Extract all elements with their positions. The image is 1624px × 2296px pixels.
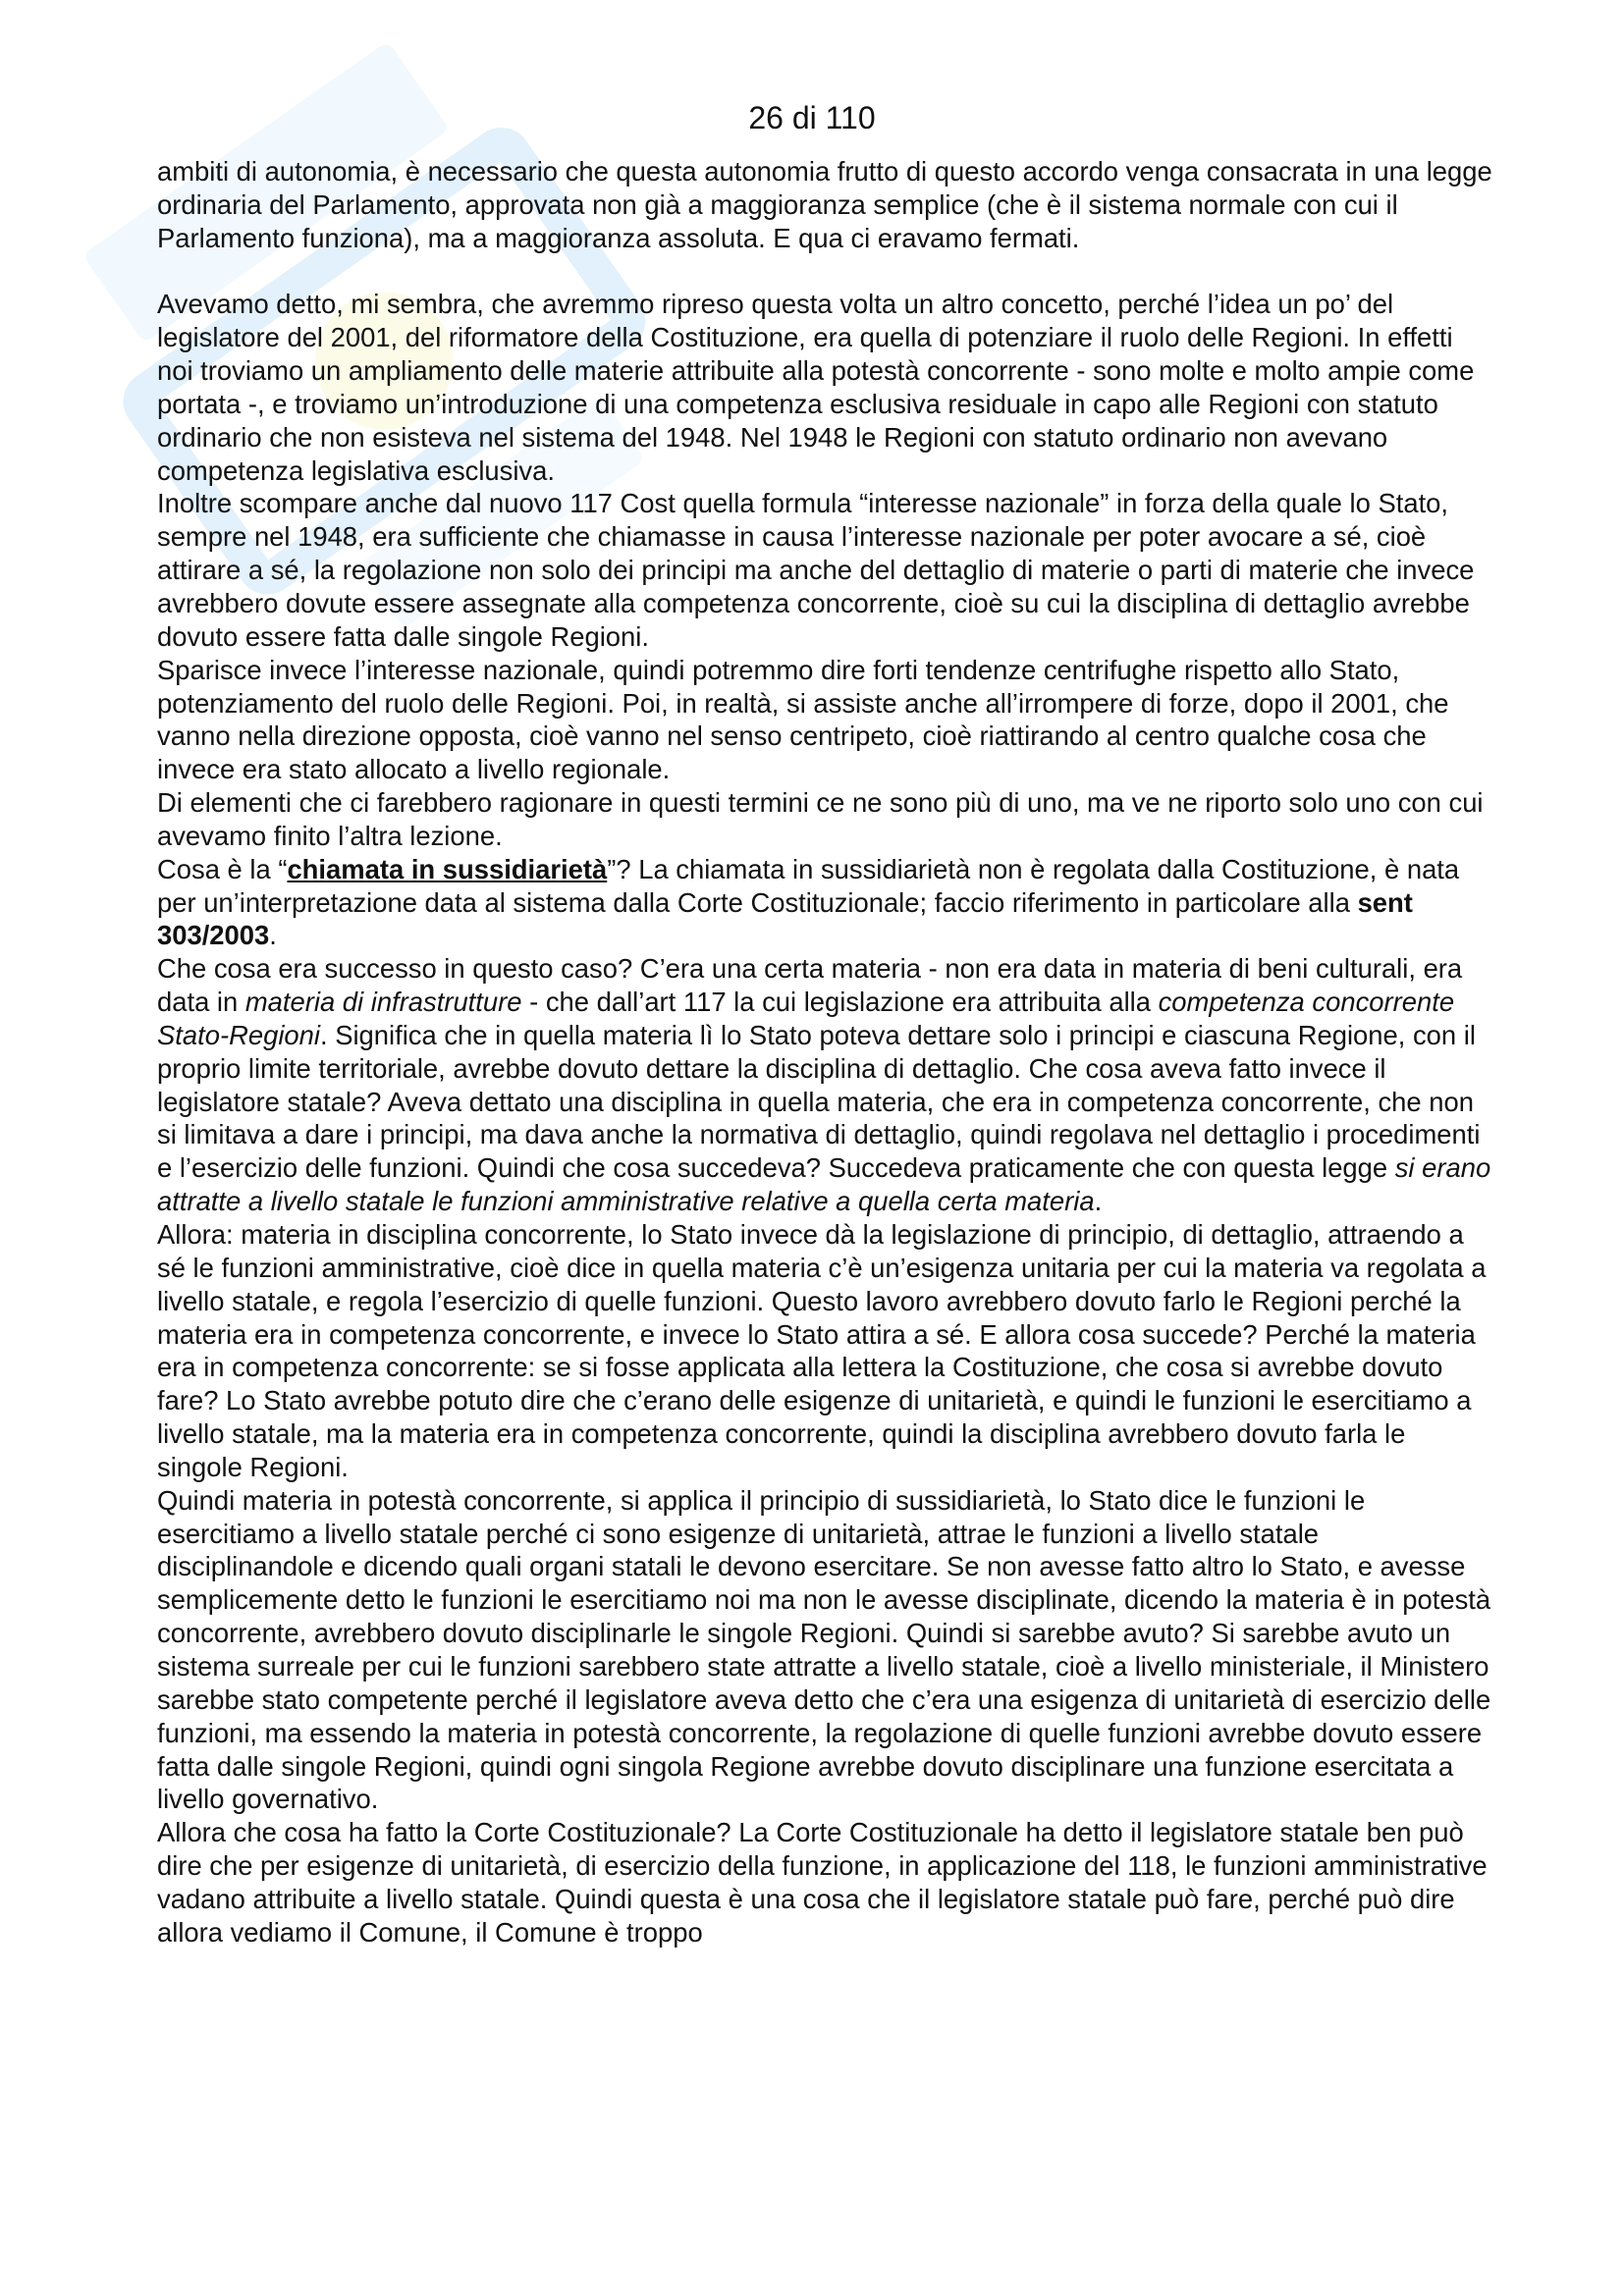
document-body [157,155,1492,1949]
paragraph-text: Di elementi che ci farebbero ragionare in questi termini ce ne sono più di uno, ma ve ne riporto solo uno con cui avevamo finito l’altra lezione. [157,787,1484,851]
paragraph [157,288,1492,487]
sentence-reference: sent 303/2003 [157,886,1413,951]
italic-phrase: si erano attratte a livello statale le funzioni amministrative relative a quella certa materia [157,1152,1491,1217]
paragraph-text: - che dall’art 117 la cui legislazione era attribuita alla [521,987,1159,1018]
paragraph-text: ambiti di autonomia, è necessario che questa autonomia frutto di questo accordo venga consacrata in una legge ordinaria del Parlamento, approvata non già a maggioranza semplice (che è il sistema normale con cui il Parlamento funziona), ma a maggioranza assoluta. E qua ci eravamo fermati. [157,156,1492,253]
paragraph [157,853,1492,953]
italic-phrase: competenza concorrente Stato-Regioni [157,987,1455,1050]
paragraph [157,654,1492,786]
paragraph-text: Sparisce invece l’interesse nazionale, quindi potremmo dire forti tendenze centrifughe rispetto allo Stato, potenziamento del ruolo delle Regioni. Poi, in realtà, si assiste anche all’irrompere di forze, dopo il 2001, che vanno nella direzione opposta, cioè vanno nel senso centripeto, cioè riattirando al centro qualche cosa che invece era stato allocato a livello regionale. [157,654,1449,785]
paragraph-text: Allora che cosa ha fatto la Corte Costituzionale? La Corte Costituzionale ha detto il legislatore statale ben può dire che per esigenze di unitarietà, di esercizio della funzione, in applicazione del 118, le funzioni amministrative vadano attribuite a livello statale. Quindi questa è una cosa che il legislatore statale può fare, perché può dire allora vediamo il Comune, il Comune è troppo [157,1817,1488,1948]
paragraph [157,952,1492,1218]
paragraph-text: Cosa è la “ [157,853,288,884]
paragraph-text: Quindi materia in potestà concorrente, si applica il principio di sussidiarietà, lo Stato dice le funzioni le esercitiamo a livello statale perché ci sono esigenze di unitarietà, attrae le funzioni a livello statale disciplinandole e dicendo quali organi statali le devono esercitare. Se non avesse fatto altro lo Stato, e avesse semplicemente detto le funzioni le esercitiamo noi ma non le avesse disciplinate, dicendo la materia è in potestà concorrente, avrebbero dovuto disciplinarle le singole Regioni. Quindi si sarebbe avuto? Si sarebbe avuto un sistema surreale per cui le funzioni sarebbero state attratte a livello statale, cioè a livello ministeriale, il Ministero sarebbe stato competente perché il legislatore aveva detto che c’era una esigenza di unitarietà di esercizio delle funzioni, ma essendo la materia in potestà concorrente, la regolazione di quelle funzioni avrebbe dovuto essere fatta dalle singole Regioni, quindi ogni singola Regione avrebbe dovuto disciplinare una funzione esercitata a livello governativo. [157,1484,1491,1815]
page-number: 26 di 110 [748,100,876,135]
paragraph-text: ”? La chiamata in sussidiarietà non è regolata dalla Costituzione, è nata per un’interpretazione data al sistema dalla Corte Costituzionale; faccio riferimento in particolare alla [157,853,1460,918]
paragraph-spacer [157,255,1492,289]
paragraph [157,1484,1492,1816]
term-chiamata-in-sussidiarieta: chiamata in sussidiarietà [287,853,608,884]
paragraph-text: . Significa che in quella materia lì lo Stato poteva dettare solo i principi e ciascuna Regione, con il proprio limite territoriale, avrebbe dovuto dettare la disciplina di dettaglio. Che cosa aveva fatto invece il legislatore statale? Aveva dettato una disciplina in quella materia, che era in competenza concorrente, che non si limitava a dare i principi, ma dava anche la normativa di dettaglio, quindi regolava nel dettaglio i procedimenti e l’esercizio delle funzioni. Quindi che cosa succedeva? Succedeva praticamente che con questa legge [157,1019,1481,1184]
paragraph-text: Avevamo detto, mi sembra, che avremmo ripreso questa volta un altro concetto, perché l’idea un po’ del legislatore del 2001, del riformatore della Costituzione, era quella di potenziare il ruolo delle Regioni. In effetti noi troviamo un ampliamento delle materie attribuite alla potestà concorrente - sono molte e molto ampie come portata -, e troviamo un’introduzione di una competenza esclusiva residuale in capo alle Regioni con statuto ordinario che non esisteva nel sistema del 1948. Nel 1948 le Regioni con statuto ordinario non avevano competenza legislativa esclusiva. [157,289,1475,486]
paragraph-text: Inoltre scompare anche dal nuovo 117 Cost quella formula “interesse nazionale” in forza della quale lo Stato, sempre nel 1948, era sufficiente che chiamasse in causa l’interesse nazionale per poter avocare a sé, cioè attirare a sé, la regolazione non solo dei principi ma anche del dettaglio di materie o parti di materie che invece avrebbero dovute essere assegnate alla competenza concorrente, cioè su cui la disciplina di dettaglio avrebbe dovuto essere fatta dalle singole Regioni. [157,488,1475,652]
italic-phrase: materia di infrastrutture [244,987,522,1018]
paragraph [157,1218,1492,1484]
paragraph-text: . [269,920,277,951]
paragraph [157,487,1492,653]
paragraph-text: Che cosa era successo in questo caso? C’era una certa materia - non era data in materia di beni culturali, era data in [157,953,1463,1018]
paragraph [157,786,1492,853]
paragraph-text: Allora: materia in disciplina concorrente, lo Stato invece dà la legislazione di principio, di dettaglio, attraendo a sé le funzioni amministrative, cioè dice in quella materia c’è un’esigenza unitaria per cui la materia va regolata a livello statale, e regola l’esercizio di quelle funzioni. Questo lavoro avrebbero dovuto farlo le Regioni perché la materia era in competenza concorrente, e invece lo Stato attira a sé. E allora cosa succede? Perché la materia era in competenza concorrente: se si fosse applicata alla lettera la Costituzione, che cosa si avrebbe dovuto fare? Lo Stato avrebbe potuto dire che c’erano delle esigenze di unitarietà, e quindi le funzioni le esercitiamo a livello statale, ma la materia era in competenza concorrente, quindi la disciplina avrebbero dovuto farla le singole Regioni. [157,1219,1487,1482]
paragraph [157,1816,1492,1949]
paragraph [157,155,1492,255]
paragraph-text: . [1094,1186,1103,1217]
